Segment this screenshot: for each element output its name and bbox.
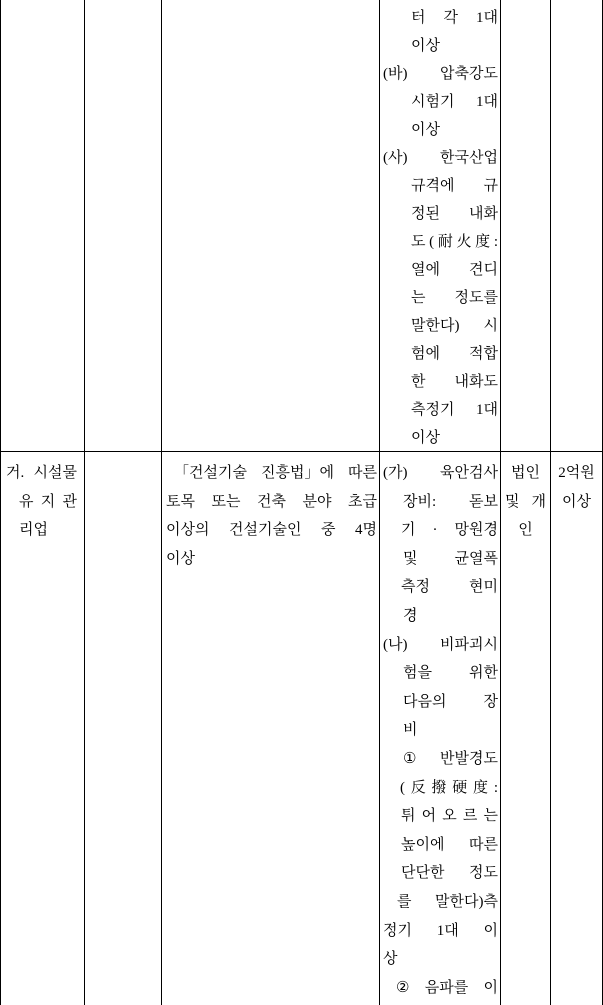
row1-empty-cell	[85, 0, 162, 452]
text-line: 이상	[411, 38, 440, 54]
text-line: 거. 시설물	[6, 465, 77, 481]
text-line: 이상	[411, 430, 440, 446]
text-line: 경	[403, 607, 418, 624]
row1-capital-cell	[551, 0, 603, 452]
row2-personnel-cell	[162, 452, 380, 1005]
text-line: 말한다) 시	[411, 318, 498, 334]
text-line: 인	[518, 522, 533, 539]
text-line: ① 반발경도	[403, 750, 498, 767]
text-line: 높이에 따른	[401, 836, 498, 853]
row2-empty-cell	[85, 452, 162, 1005]
text-line: ( 反 撥 硬 度 :	[400, 779, 498, 796]
text-line: 규격에 규	[411, 178, 498, 194]
text-line: 튀 어 오 르 는	[401, 808, 498, 825]
row2-business-type-cell	[1, 452, 85, 1005]
text-line: 2억원	[558, 465, 595, 481]
row2-equipment-cell	[380, 452, 501, 1005]
text-line: 시험기 1대	[411, 94, 498, 110]
row1-personnel-cell	[162, 0, 380, 452]
text-line: 이상	[562, 493, 591, 510]
row1-equipment-cell	[380, 0, 501, 452]
text-line: 측정기 1대	[411, 402, 498, 418]
text-line: 및 균열폭	[403, 550, 498, 567]
text-line: 정된 내화	[411, 206, 498, 222]
text-line: (사) 한국산업	[383, 150, 498, 166]
row1-entity-type-cell	[501, 0, 551, 452]
row2-capital-cell	[551, 452, 603, 1005]
text-line: 비	[403, 722, 418, 739]
text-line: 단단한 정도	[401, 865, 498, 882]
text-line: 터 각 1대	[411, 10, 498, 26]
row1-business-type-cell	[1, 0, 85, 452]
text-line: 정기 1대 이	[383, 922, 498, 939]
text-line: 도 ( 耐 火 度 :	[411, 234, 498, 250]
text-line: 기 · 망원경	[401, 522, 498, 539]
text-line: ② 음파를 이	[396, 979, 498, 996]
text-line: 유 지 관	[19, 493, 77, 510]
row2-entity-type-cell	[501, 452, 551, 1005]
text-line: 및 개	[505, 493, 546, 510]
text-line: 다음의 장	[403, 693, 498, 710]
text-line: (가) 육안검사	[383, 465, 498, 481]
text-line: 험에 적합	[411, 346, 498, 362]
text-line: 측정 현미	[401, 579, 498, 596]
text-line: 는 정도를	[411, 290, 498, 306]
text-line: 「건설기술 진흥법」에 따른	[174, 465, 377, 481]
text-line: 를 말한다)측	[397, 893, 498, 910]
text-line: 리업	[19, 522, 48, 539]
text-line: (나) 비파괴시	[383, 636, 498, 653]
text-line: 이상	[166, 550, 195, 567]
text-line: 열에 견디	[411, 262, 498, 278]
text-line: 이상	[411, 122, 440, 138]
text-line: 장비: 돋보	[403, 493, 498, 510]
text-line: 상	[383, 951, 398, 968]
text-line: 험을 위한	[403, 665, 498, 682]
text-line: 이상의 건설기술인 중 4명	[166, 522, 377, 539]
text-line: 한 내화도	[411, 374, 498, 390]
text-line: (바) 압축강도	[383, 66, 498, 82]
text-line: 법인	[511, 465, 540, 481]
text-line: 토목 또는 건축 분야 초급	[166, 493, 377, 510]
